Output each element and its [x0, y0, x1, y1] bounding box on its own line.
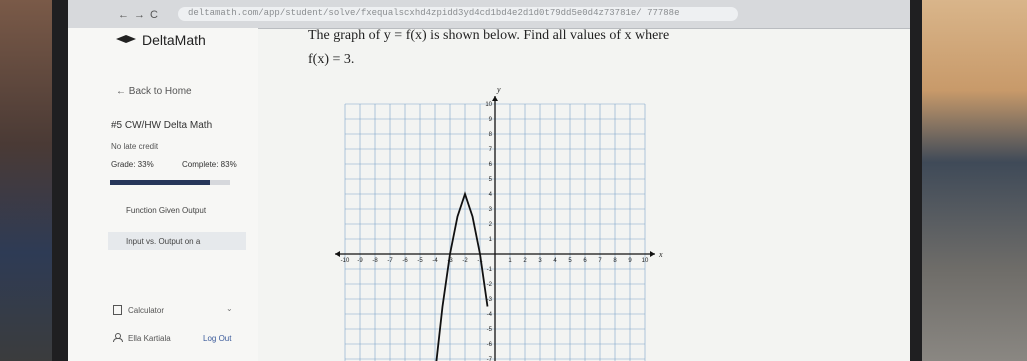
y-tick-label: -3 — [486, 297, 492, 303]
forward-arrow-icon[interactable]: → — [134, 9, 145, 21]
y-tick-label: 5 — [488, 177, 492, 183]
y-tick-label: -2 — [486, 282, 492, 288]
y-axis-label: y — [497, 85, 501, 94]
logo[interactable] — [116, 32, 206, 48]
x-axis-label: x — [659, 250, 663, 259]
x-axis-arrow-icon — [335, 251, 340, 257]
x-tick-label: -9 — [357, 258, 363, 264]
x-tick-label: 3 — [538, 258, 542, 264]
screen — [68, 0, 910, 361]
x-tick-label: -3 — [447, 258, 453, 264]
browser-toolbar — [68, 0, 910, 29]
reload-icon[interactable]: C — [150, 9, 158, 21]
x-tick-label: 1 — [508, 258, 512, 264]
x-tick-label: -1 — [477, 258, 483, 264]
completion-progress-fill — [110, 180, 210, 185]
complete-label: Complete: 83% — [182, 160, 237, 169]
x-axis-arrow-icon — [650, 251, 655, 257]
y-tick-label: 7 — [488, 147, 492, 153]
late-credit-note: No late credit — [111, 142, 159, 151]
graduation-cap-icon — [116, 35, 136, 45]
x-tick-label: -7 — [387, 258, 393, 264]
question-text: The graph of y = f(x) is shown below. Find all values of x where — [308, 28, 670, 43]
logout-link[interactable]: Log Out — [203, 334, 232, 343]
chevron-down-icon[interactable]: ⌄ — [226, 304, 233, 313]
x-tick-label: 4 — [553, 258, 557, 264]
back-to-home-link[interactable]: ← Back to Home — [116, 86, 192, 97]
x-tick-label: 9 — [628, 258, 632, 264]
y-tick-label: 3 — [488, 207, 492, 213]
function-curve — [435, 194, 488, 361]
y-tick-label: -6 — [486, 342, 492, 348]
address-bar-url: deltamath.com/app/student/solve/fxequalscxhd4zpidd3yd4cd1bd4e2d1d0t79dd5e0d4z73781e/ 77788e — [188, 8, 680, 18]
x-tick-label: 7 — [598, 258, 602, 264]
question-equation: f(x) = 3. — [308, 52, 355, 67]
x-tick-label: -10 — [340, 258, 350, 264]
user-name: Ella Kartiala — [128, 334, 171, 343]
y-tick-label: 1 — [488, 237, 492, 243]
x-tick-label: -4 — [432, 258, 438, 264]
graph-axes — [335, 85, 663, 361]
y-tick-label: -7 — [486, 357, 492, 361]
y-tick-label: 9 — [488, 117, 492, 123]
x-tick-label: 10 — [641, 258, 649, 264]
x-tick-label: 2 — [523, 258, 527, 264]
assignment-title: #5 CW/HW Delta Math — [111, 120, 213, 131]
function-graph — [333, 83, 663, 361]
y-tick-label: 8 — [488, 132, 492, 138]
y-tick-label: -5 — [486, 327, 492, 333]
x-tick-label: 5 — [568, 258, 572, 264]
back-arrow-icon[interactable]: ← — [118, 9, 129, 21]
x-tick-label: 6 — [583, 258, 587, 264]
calculator-icon — [113, 305, 122, 315]
y-tick-label: -4 — [486, 312, 492, 318]
brand-name: DeltaMath — [142, 32, 206, 48]
y-tick-label: 10 — [485, 102, 492, 108]
y-tick-label: 2 — [488, 222, 492, 228]
y-tick-label: -1 — [486, 267, 492, 273]
sidebar-item-function-given-output[interactable]: Function Given Output — [126, 206, 207, 215]
y-tick-label: 6 — [488, 162, 492, 168]
y-tick-label: 4 — [488, 192, 492, 198]
x-tick-label: -8 — [372, 258, 378, 264]
user-icon — [113, 333, 121, 342]
completion-progress-bar — [110, 180, 230, 185]
grade-label: Grade: 33% — [111, 160, 154, 169]
y-axis-arrow-icon — [492, 96, 498, 101]
sidebar-item-input-vs-output[interactable]: Input vs. Output on a — [126, 237, 201, 246]
x-tick-label: -2 — [462, 258, 468, 264]
x-tick-label: -6 — [402, 258, 408, 264]
calculator-toggle[interactable]: Calculator — [128, 306, 165, 315]
x-tick-label: -5 — [417, 258, 423, 264]
x-tick-label: 8 — [613, 258, 617, 264]
